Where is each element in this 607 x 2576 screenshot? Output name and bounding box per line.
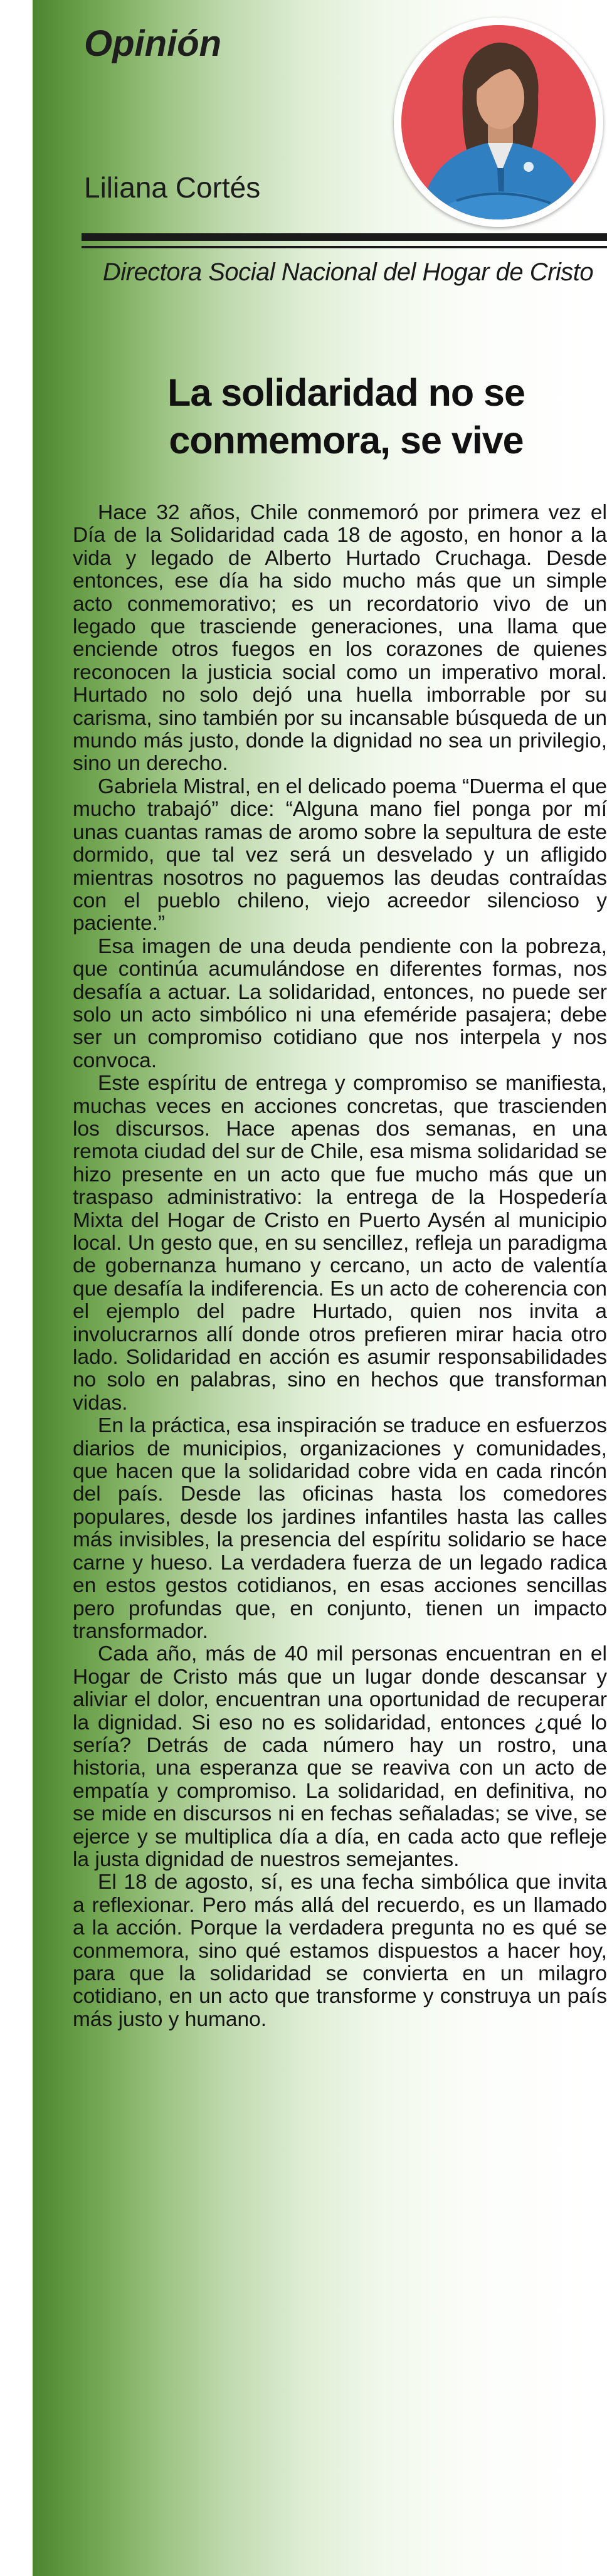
section-label: Opinión <box>84 23 222 64</box>
article-paragraph: Gabriela Mistral, en el delicado poema “Duerma el que mucho trabajó” dice: “Alguna mano fiel ponga por mí unas cuantas ramas de aromo sobre la sepultura de este dormido, que tal vez será un desvelado y un afligido mientras nosotros no paguemos las deudas contraídas con el pueblo chileno, viejo acreedor silencioso y paciente.” <box>73 774 607 936</box>
author-role: Directora Social Nacional del Hogar de Cristo <box>102 258 594 286</box>
author-name: Liliana Cortés <box>84 171 261 204</box>
article-paragraph: Hace 32 años, Chile conmemoró por primera vez el Día de la Solidaridad cada 18 de agosto, en honor a la vida y legado de Alberto Hurtado Cruchaga. Desde entonces, ese día ha sido mucho más que un simple acto conmemorativo; es un recordatorio vivo de un legado que trasciende generaciones, una llama que enciende otros fuegos en los corazones de quienes reconocen la justicia social como un imperativo moral. Hurtado no solo dejó una huella imborrable por su carisma, sino también por su incansable búsqueda de un mundo más justo, donde la dignidad no sea un privilegio, sino un derecho. <box>73 501 607 776</box>
divider-thick <box>82 233 607 241</box>
article-paragraph: En la práctica, esa inspiración se traduce en esfuerzos diarios de municipios, organizaciones y comunidades, que hacen que la solidaridad cobre vida en cada rincón del país. Desde las oficinas hasta los comedores populares, desde los jardines infantiles hasta las calles más invisibles, la presencia del espíritu solidario se hace carne y hueso. La verdadera fuerza de un legado radica en estos gestos cotidianos, en esas acciones sencillas pero profundas que, en conjunto, tienen un impacto transformador. <box>73 1414 607 1643</box>
opinion-column <box>33 0 607 2576</box>
article-paragraph: El 18 de agosto, sí, es una fecha simbólica que invita a reflexionar. Pero más allá del recuerdo, es un llamado a la acción. Porque la verdadera pregunta no es qué se conmemora, sino qué estamos dispuestos a hacer hoy, para que la solidaridad se convierta en un milagro cotidiano, en un acto que transforme y construya un país más justo y humano. <box>73 1871 607 2031</box>
article-paragraph: Cada año, más de 40 mil personas encuentran en el Hogar de Cristo más que un lugar donde descansar y aliviar el dolor, encuentran una oportunidad de recuperar la dignidad. Si eso no es solidaridad, entonces ¿qué lo sería? Detrás de cada número hay un rostro, una historia, una esperanza que se reaviva con un acto de empatía y compromiso. La solidaridad, en definitiva, no se mide en discursos ni en fechas señaladas; se vive, se ejerce y se multiplica día a día, en cada acto que refleje la justa dignidad de nuestros semejantes. <box>73 1642 607 1871</box>
article-title <box>83 369 607 464</box>
article-paragraph: Esa imagen de una deuda pendiente con la pobreza, que continúa acumulándose en diferentes formas, nos desafía a actuar. La solidaridad, entonces, no puede ser solo un acto simbólico ni una efeméride pasajera; debe ser un compromiso cotidiano que nos interpela y nos convoca. <box>73 934 607 1072</box>
article-paragraph: Este espíritu de entrega y compromiso se manifiesta, muchas veces en acciones concretas, que trascienden los discursos. Hace apenas dos semanas, en una remota ciudad del sur de Chile, esa misma solidaridad se hizo presente en un acto que fue mucho más que un traspaso administrativo: la entrega de la Hospedería Mixta del Hogar de Cristo en Puerto Aysén al municipio local. Un gesto que, en su sencillez, refleja un paradigma de gobernanza humano y cercano, un acto de valentía que desafía la indiferencia. Es un acto de coherencia con el ejemplo del padre Hurtado, quien nos invita a involucrarnos allí donde otros prefieren mirar hacia otro lado. Solidaridad en acción es asumir responsabilidades no solo en palabras, sino en hechos que transforman vidas. <box>73 1072 607 1415</box>
divider-thin <box>82 246 607 248</box>
article-title-line-2: conmemora, se vive <box>169 419 524 462</box>
article-body <box>73 502 607 2031</box>
author-portrait-icon <box>394 18 603 227</box>
article-title-line-1: La solidaridad no se <box>167 371 525 414</box>
author-avatar <box>394 18 603 227</box>
